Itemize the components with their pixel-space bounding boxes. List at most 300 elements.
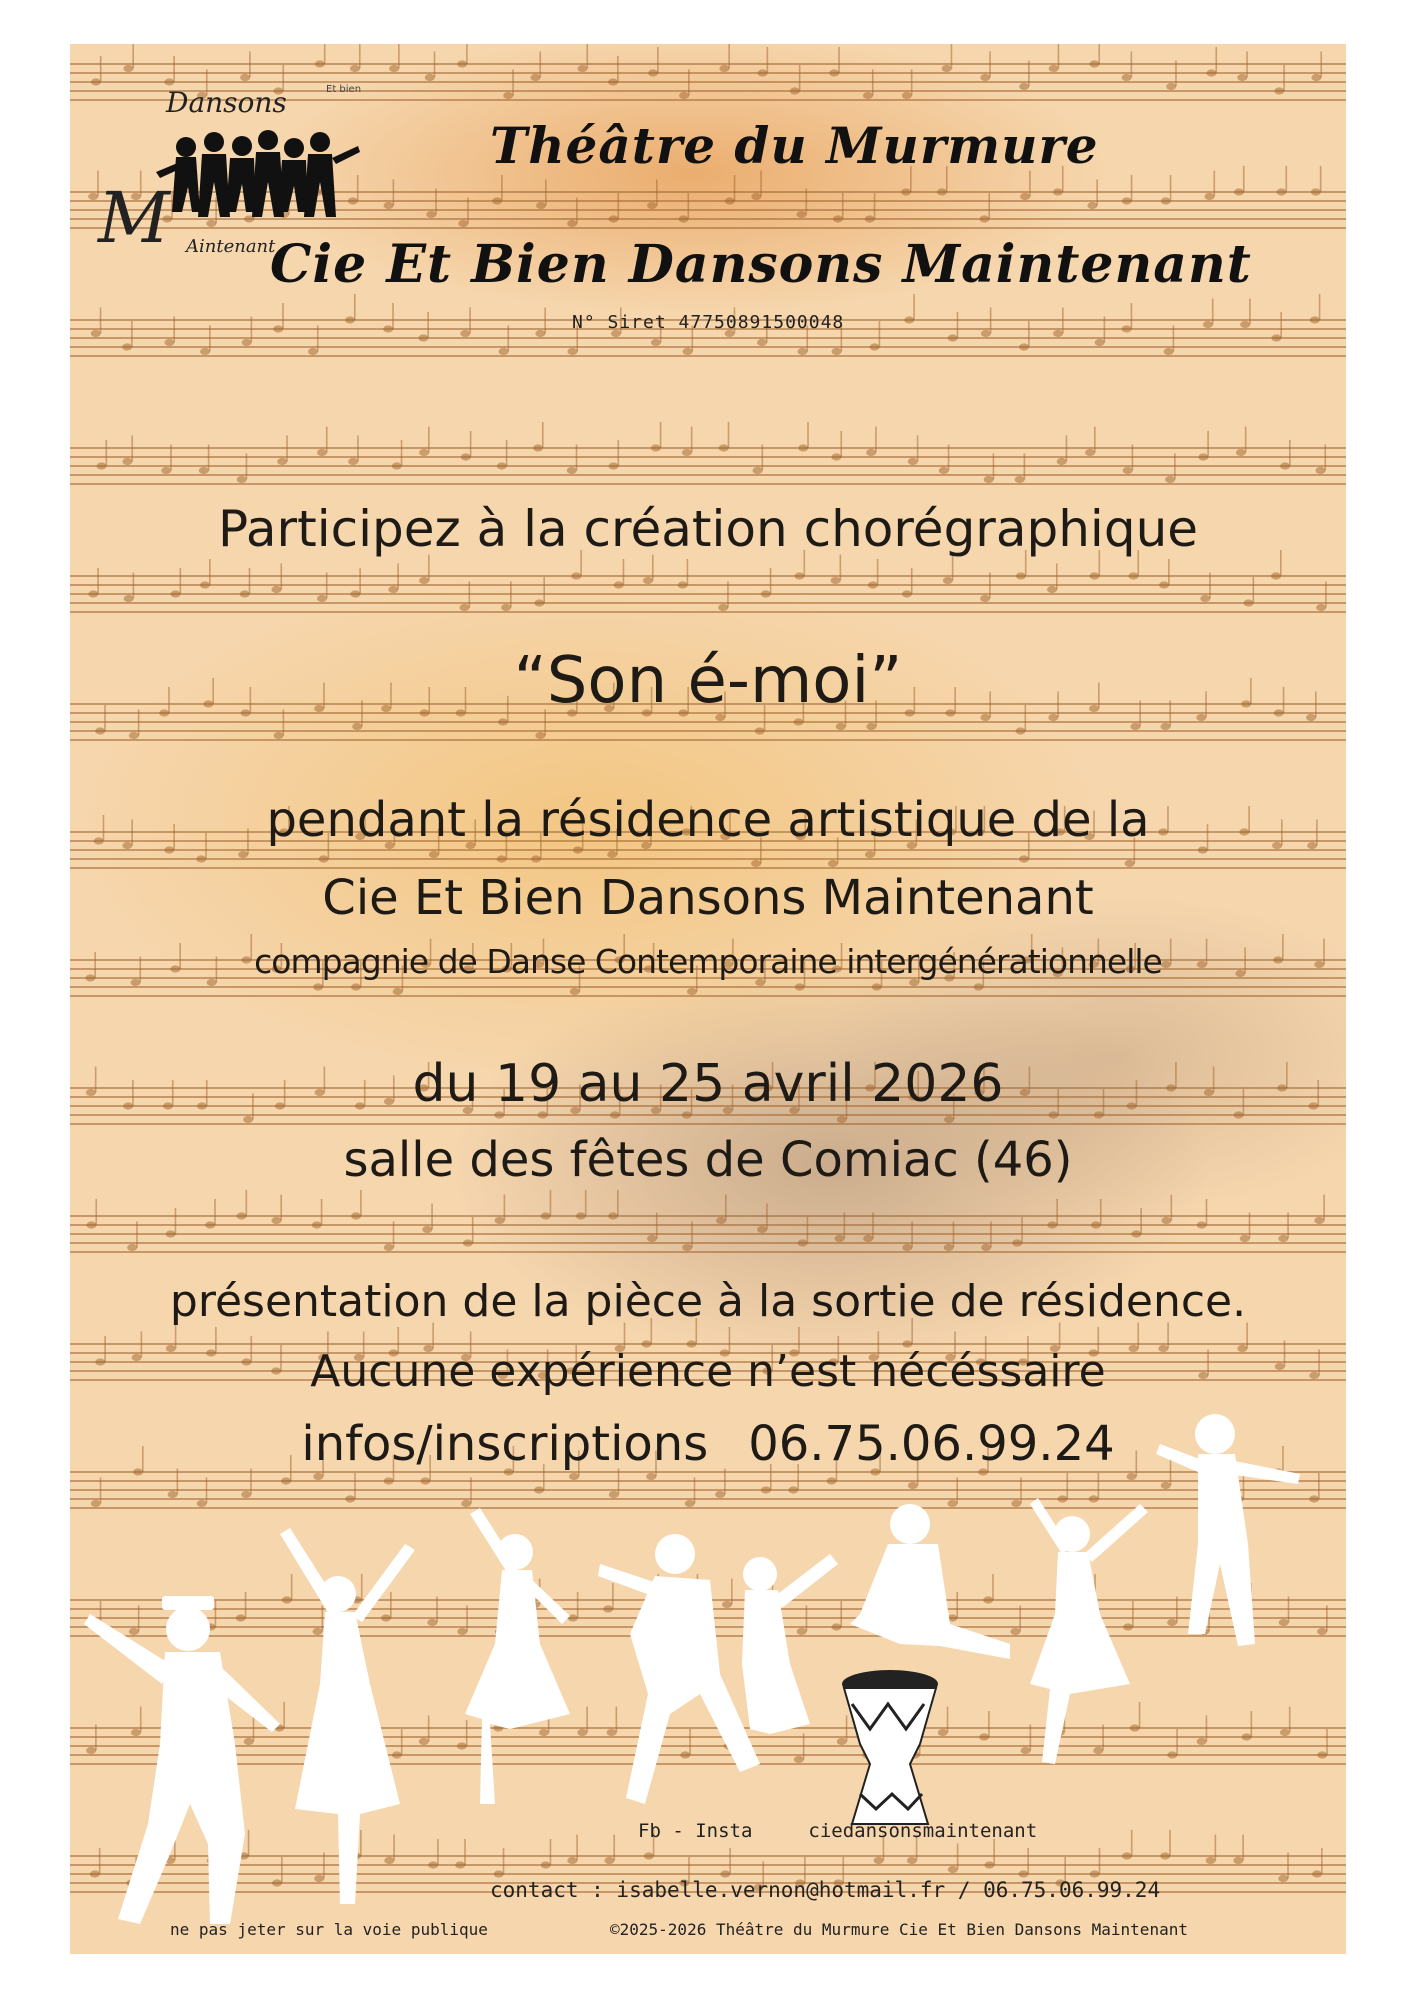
music-note [1240, 321, 1250, 328]
experience-note: Aucune expérience n’est nécéssaire [310, 1346, 1106, 1397]
music-note-stem [467, 198, 469, 224]
music-note [1274, 87, 1284, 94]
music-note [388, 586, 398, 593]
music-note [1019, 855, 1029, 862]
music-note-stem [1253, 577, 1255, 603]
music-note [1047, 586, 1057, 593]
music-note-stem [1324, 445, 1326, 471]
music-note [503, 92, 513, 99]
music-note-stem [106, 440, 108, 466]
music-note [1206, 69, 1216, 76]
music-note [1130, 723, 1140, 730]
music-note-stem [544, 308, 546, 334]
music-note [531, 855, 541, 862]
contact-line: contact : isabelle.vernon@hotmail.fr / 06.75.06.99.24 [490, 1878, 1161, 1902]
music-note-stem [539, 52, 541, 78]
music-note [944, 1244, 954, 1251]
music-note-stem [951, 44, 953, 69]
music-note-stem [623, 559, 625, 585]
music-note-stem [911, 1222, 913, 1248]
music-note-stem [1098, 44, 1100, 64]
music-note-stem [770, 568, 772, 594]
social-handle[interactable]: ciedansonsmaintenant [808, 1820, 1038, 1842]
music-note [1311, 188, 1321, 195]
music-note [1131, 1230, 1141, 1237]
music-note [863, 92, 873, 99]
music-note [1125, 860, 1135, 867]
music-note [571, 572, 581, 579]
music-note-stem [844, 1213, 846, 1239]
music-note [833, 215, 843, 222]
music-note [271, 586, 281, 593]
music-note [794, 572, 804, 579]
music-note [902, 590, 912, 597]
music-note [944, 1116, 954, 1123]
music-note [687, 988, 697, 995]
event-venue: salle des fêtes de Comiac (46) [343, 1132, 1073, 1188]
music-staff-icon [70, 1216, 1346, 1252]
music-note-stem [545, 180, 547, 206]
music-note [901, 188, 911, 195]
music-note-stem [799, 65, 801, 91]
music-note-stem [317, 326, 319, 352]
dancers-logo-icon [96, 62, 366, 262]
music-note [1198, 453, 1208, 460]
music-note [238, 851, 248, 858]
music-note-stem [1206, 1199, 1208, 1225]
music-note [980, 74, 990, 81]
music-note [866, 723, 876, 730]
music-note [981, 330, 991, 337]
music-note [317, 449, 327, 456]
music-note-stem [1207, 431, 1209, 457]
music-note [1311, 74, 1321, 81]
music-note-stem [180, 568, 182, 594]
music-note-stem [917, 436, 919, 462]
music-note [351, 983, 361, 990]
music-note [608, 462, 618, 469]
music-note [460, 330, 470, 337]
music-note-stem [326, 573, 328, 599]
music-note [795, 983, 805, 990]
music-note-stem [1131, 52, 1133, 78]
music-note-stem [469, 582, 471, 608]
music-note-stem [472, 1217, 474, 1243]
music-note [866, 449, 876, 456]
music-note-stem [542, 422, 544, 448]
music-note-stem [1028, 61, 1030, 87]
music-note [1271, 572, 1281, 579]
music-note [1053, 330, 1063, 337]
music-note-stem [1104, 317, 1106, 343]
music-note-stem [1173, 326, 1175, 352]
music-note-stem [360, 1190, 362, 1216]
music-note-stem [1280, 312, 1282, 338]
music-note [1240, 1235, 1250, 1242]
music-note-stem [872, 70, 874, 96]
music-note-stem [807, 422, 809, 448]
music-note-stem [1289, 440, 1291, 466]
music-note-stem [585, 1190, 587, 1216]
music-note [88, 590, 98, 597]
music-note [1090, 572, 1100, 579]
music-note [1161, 197, 1171, 204]
music-note-stem [1249, 1213, 1251, 1239]
music-note [1276, 188, 1286, 195]
music-note [974, 983, 984, 990]
music-note [1019, 343, 1029, 350]
music-note [829, 69, 839, 76]
music-note [1159, 581, 1169, 588]
music-note-stem [874, 193, 876, 219]
music-note [461, 453, 471, 460]
music-note [1316, 604, 1326, 611]
social-line [638, 1820, 1037, 1842]
music-note [753, 467, 763, 474]
music-note [418, 334, 428, 341]
infos-label: infos/inscriptions [301, 1416, 709, 1472]
svg-text:M: M [98, 177, 170, 259]
music-note [541, 1212, 551, 1219]
music-note [614, 581, 624, 588]
music-note [492, 197, 502, 204]
music-note [980, 595, 990, 602]
logo-text-small: Et bien [326, 84, 362, 95]
music-note [1204, 193, 1214, 200]
music-note [651, 444, 661, 451]
music-note-stem [173, 317, 175, 343]
music-note [1203, 321, 1213, 328]
music-note [796, 211, 806, 218]
music-note [124, 595, 134, 602]
music-note [1162, 1217, 1172, 1224]
music-note-stem [617, 193, 619, 219]
dancer-silhouettes-icon [70, 1384, 1346, 1954]
music-note-stem [725, 1195, 727, 1221]
music-note [1123, 467, 1133, 474]
music-note [868, 581, 878, 588]
music-note [1122, 197, 1132, 204]
music-note-stem [1171, 1195, 1173, 1221]
music-note-stem [550, 1190, 552, 1216]
music-note-stem [1249, 299, 1251, 325]
piece-title: “Son é-moi” [513, 644, 903, 718]
music-note-stem [953, 1222, 955, 1248]
music-note-stem [989, 573, 991, 599]
music-note [1271, 334, 1281, 341]
logo-text-bottom: Aintenant [186, 236, 276, 257]
music-note [1049, 65, 1059, 72]
music-note-stem [617, 1190, 619, 1216]
music-note-stem [990, 1222, 992, 1248]
music-note-stem [251, 317, 253, 343]
company-description: compagnie de Danse Contemporaine intergénérationnelle [254, 942, 1162, 981]
music-note-stem [208, 445, 210, 471]
music-note [1165, 476, 1175, 483]
music-note [200, 348, 210, 355]
music-note-stem [687, 559, 689, 585]
music-note-stem [1320, 166, 1322, 192]
music-note [240, 590, 250, 597]
music-note [277, 458, 287, 465]
residence-line-1: pendant la résidence artistique de la [266, 792, 1150, 848]
music-note [419, 449, 429, 456]
music-note [308, 348, 318, 355]
music-note [392, 462, 402, 469]
music-note [908, 458, 918, 465]
music-note-stem [1287, 1213, 1289, 1239]
music-note-stem [766, 1204, 768, 1230]
music-note-stem [393, 180, 395, 206]
music-note-stem [989, 52, 991, 78]
music-note [751, 860, 761, 867]
music-note [1166, 83, 1176, 90]
music-note-stem [434, 52, 436, 78]
music-note [122, 343, 132, 350]
music-note [393, 988, 403, 995]
music-note [716, 1217, 726, 1224]
music-note-stem [957, 312, 959, 338]
music-note [790, 87, 800, 94]
music-note-stem [175, 1208, 177, 1234]
music-note-stem [95, 1199, 97, 1225]
music-note [274, 732, 284, 739]
music-note [317, 595, 327, 602]
music-note [1019, 83, 1029, 90]
music-note-stem [1140, 1208, 1142, 1234]
music-note-stem [401, 440, 403, 466]
music-note [196, 855, 206, 862]
music-note [166, 1230, 176, 1237]
music-note [679, 215, 689, 222]
music-note-stem [1246, 52, 1248, 78]
music-note [498, 348, 508, 355]
music-note-stem [246, 454, 248, 480]
music-note [1012, 1239, 1022, 1246]
music-note [836, 723, 846, 730]
music-note [832, 348, 842, 355]
music-note [1236, 449, 1246, 456]
music-note [607, 851, 617, 858]
music-note [872, 983, 882, 990]
music-note [345, 316, 355, 323]
music-note-stem [576, 198, 578, 224]
music-note-stem [1212, 299, 1214, 325]
music-note [948, 334, 958, 341]
music-note [651, 339, 661, 346]
music-note-stem [911, 568, 913, 594]
music-note-stem [657, 47, 659, 73]
music-note [1237, 74, 1247, 81]
music-note-stem [576, 445, 578, 471]
music-note [171, 590, 181, 597]
company-logo [96, 62, 366, 262]
music-note-stem [1058, 44, 1060, 69]
music-note [535, 732, 545, 739]
music-note [608, 215, 618, 222]
music-note-stem [326, 427, 328, 453]
music-staff-icon [70, 448, 1346, 484]
music-note-stem [398, 44, 400, 69]
music-note [942, 65, 952, 72]
music-note-stem [1131, 303, 1133, 329]
music-note [1122, 74, 1132, 81]
music-note-stem [1320, 52, 1322, 78]
music-note-stem [392, 303, 394, 329]
company-name: Cie Et Bien Dansons Maintenant [270, 234, 1252, 295]
music-note [939, 467, 949, 474]
music-note [798, 1239, 808, 1246]
music-note-stem [1325, 582, 1327, 608]
music-note-stem [512, 70, 514, 96]
music-note [533, 444, 543, 451]
music-note [870, 343, 880, 350]
music-note-stem [840, 555, 842, 581]
music-note [463, 1239, 473, 1246]
music-note [319, 855, 329, 862]
music-note-stem [875, 427, 877, 453]
music-note [1016, 727, 1026, 734]
music-note-stem [209, 559, 211, 585]
music-note [199, 467, 209, 474]
music-note [984, 476, 994, 483]
music-note [1200, 595, 1210, 602]
music-note [458, 220, 468, 227]
music-note-stem [767, 47, 769, 73]
music-note [567, 220, 577, 227]
music-note-stem [1175, 61, 1177, 87]
music-note [498, 718, 508, 725]
music-note [757, 1226, 767, 1233]
music-note [608, 1212, 618, 1219]
music-note [719, 444, 729, 451]
music-note-stem [1131, 175, 1133, 201]
music-note [1057, 458, 1067, 465]
copyright-notice: ©2025-2026 Théâtre du Murmure Cie Et Bien Dansons Maintenant [610, 1920, 1188, 1939]
music-note-stem [838, 47, 840, 73]
music-note-stem [617, 440, 619, 466]
music-note [828, 860, 838, 867]
music-note [422, 1226, 432, 1233]
music-note [865, 215, 875, 222]
music-note-stem [1174, 454, 1176, 480]
music-note [719, 65, 729, 72]
music-note-stem [1066, 436, 1068, 462]
music-note-stem [1170, 175, 1172, 201]
music-note [242, 339, 252, 346]
music-note-stem [728, 422, 730, 448]
music-note [200, 581, 210, 588]
music-note [425, 74, 435, 81]
music-note [981, 1244, 991, 1251]
music-note [495, 1217, 505, 1224]
music-note-stem [470, 431, 472, 457]
music-note-stem [282, 303, 284, 329]
music-note-stem [506, 440, 508, 466]
music-note-stem [246, 1190, 248, 1216]
music-note [350, 590, 360, 597]
music-note-stem [357, 436, 359, 462]
siret-number: N° Siret 47750891500048 [572, 312, 845, 333]
infos-phone: 06.75.06.99.24 [748, 1416, 1115, 1472]
music-note-stem [988, 193, 990, 219]
music-note [1280, 462, 1290, 469]
music-note [129, 732, 139, 739]
music-note-stem [1132, 445, 1134, 471]
music-note-stem [510, 582, 512, 608]
music-note-stem [617, 56, 619, 82]
music-note-stem [1100, 1199, 1102, 1225]
music-note-stem [652, 555, 654, 581]
music-note-stem [691, 427, 693, 453]
music-note [164, 339, 174, 346]
music-note-stem [1319, 294, 1321, 320]
music-note [567, 467, 577, 474]
music-note [576, 1212, 586, 1219]
music-note-stem [727, 582, 729, 608]
music-note-stem [1283, 65, 1285, 91]
music-note [384, 202, 394, 209]
music-note [937, 188, 947, 195]
music-note [127, 1244, 137, 1251]
music-note [1089, 60, 1099, 67]
music-note [679, 92, 689, 99]
music-note [86, 1221, 96, 1228]
music-note [757, 339, 767, 346]
music-note-stem [1215, 47, 1217, 73]
social-label: Fb - Insta [638, 1820, 753, 1842]
music-note [497, 462, 507, 469]
music-note [534, 599, 544, 606]
music-note [1278, 1235, 1288, 1242]
music-note [577, 65, 587, 72]
music-note [501, 604, 511, 611]
music-note [1047, 1221, 1057, 1228]
music-note [725, 197, 735, 204]
music-note [798, 444, 808, 451]
music-note [1244, 599, 1254, 606]
music-note [902, 1244, 912, 1251]
theatre-name: Théâtre du Murmure [490, 116, 1099, 175]
music-note [1095, 339, 1105, 346]
music-note-stem [656, 180, 658, 206]
music-note-stem [504, 1195, 506, 1221]
music-note-stem [354, 294, 356, 320]
music-note-stem [840, 431, 842, 457]
poster [70, 44, 1346, 1954]
music-note [95, 727, 105, 734]
music-note-stem [691, 1222, 693, 1248]
music-note [1087, 202, 1097, 209]
music-note [863, 1235, 873, 1242]
music-note-stem [993, 454, 995, 480]
music-note-stem [100, 308, 102, 334]
music-note [313, 983, 323, 990]
music-note-stem [428, 555, 430, 581]
music-note [1234, 188, 1244, 195]
music-note-stem [1096, 180, 1098, 206]
music-note [682, 449, 692, 456]
djembe-drum-icon [842, 1670, 938, 1824]
music-note [237, 1212, 247, 1219]
music-note [271, 1217, 281, 1224]
music-note [389, 65, 399, 72]
music-note [643, 577, 653, 584]
music-note [457, 60, 467, 67]
music-note-stem [209, 326, 211, 352]
music-note [91, 330, 101, 337]
music-note-stem [660, 422, 662, 448]
